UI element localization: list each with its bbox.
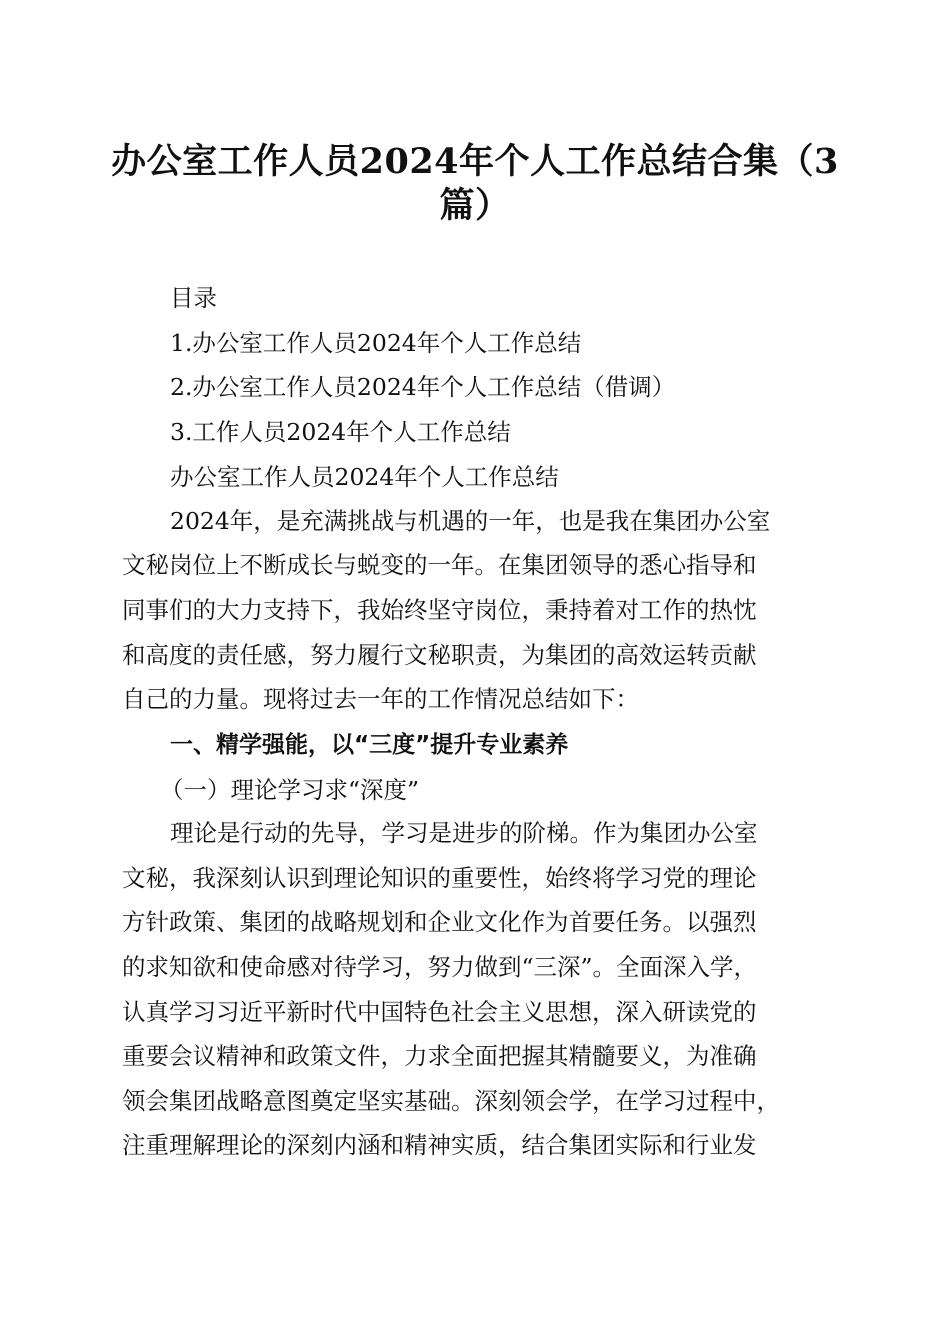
title-line-2: 篇） (439, 185, 511, 226)
toc-item: 3.工作人员2024年个人工作总结 (170, 418, 511, 446)
toc-item: 2.办公室工作人员2024年个人工作总结（借调） (170, 373, 676, 401)
paragraph-line: 理论是行动的先导，学习是进步的阶梯。作为集团办公室 (170, 819, 758, 847)
paragraph-line: 认真学习习近平新时代中国特色社会主义思想，深入研读党的 (122, 998, 757, 1026)
paragraph-line: 注重理解理论的深刻内涵和精神实质，结合集团实际和行业发 (122, 1131, 757, 1159)
heading-level-2: （一）理论学习求“深度” (160, 776, 420, 804)
title-line-1: 办公室工作人员2024年个人工作总结合集（3 (111, 141, 839, 182)
paragraph-line: 同事们的大力支持下，我始终坚守岗位，秉持着对工作的热忱 (122, 596, 757, 624)
document-title (110, 140, 840, 228)
heading-level-1: 一、精学强能，以“三度”提升专业素养 (170, 732, 569, 758)
paragraph-line: 文秘，我深刻认识到理论知识的重要性，始终将学习党的理论 (122, 864, 757, 892)
paragraph-line: 的求知欲和使命感对待学习，努力做到“三深”。全面深入学， (122, 953, 758, 981)
paragraph-line: 自己的力量。现将过去一年的工作情况总结如下： (122, 685, 639, 713)
paragraph-line: 重要会议精神和政策文件，力求全面把握其精髓要义，为准确 (122, 1042, 757, 1070)
paragraph-line: 文秘岗位上不断成长与蜕变的一年。在集团领导的悉心指导和 (122, 551, 757, 579)
paragraph-line: 和高度的责任感，努力履行文秘职责，为集团的高效运转贡献 (122, 641, 757, 669)
toc-item: 1.办公室工作人员2024年个人工作总结 (170, 329, 582, 357)
paragraph-line: 2024年，是充满挑战与机遇的一年，也是我在集团办公室 (170, 507, 771, 535)
section-title: 办公室工作人员2024年个人工作总结 (170, 463, 559, 491)
toc-label: 目录 (170, 284, 217, 312)
paragraph-line: 方针政策、集团的战略规划和企业文化作为首要任务。以强烈 (122, 908, 757, 936)
paragraph-line: 领会集团战略意图奠定坚实基础。深刻领会学，在学习过程中， (122, 1087, 780, 1115)
